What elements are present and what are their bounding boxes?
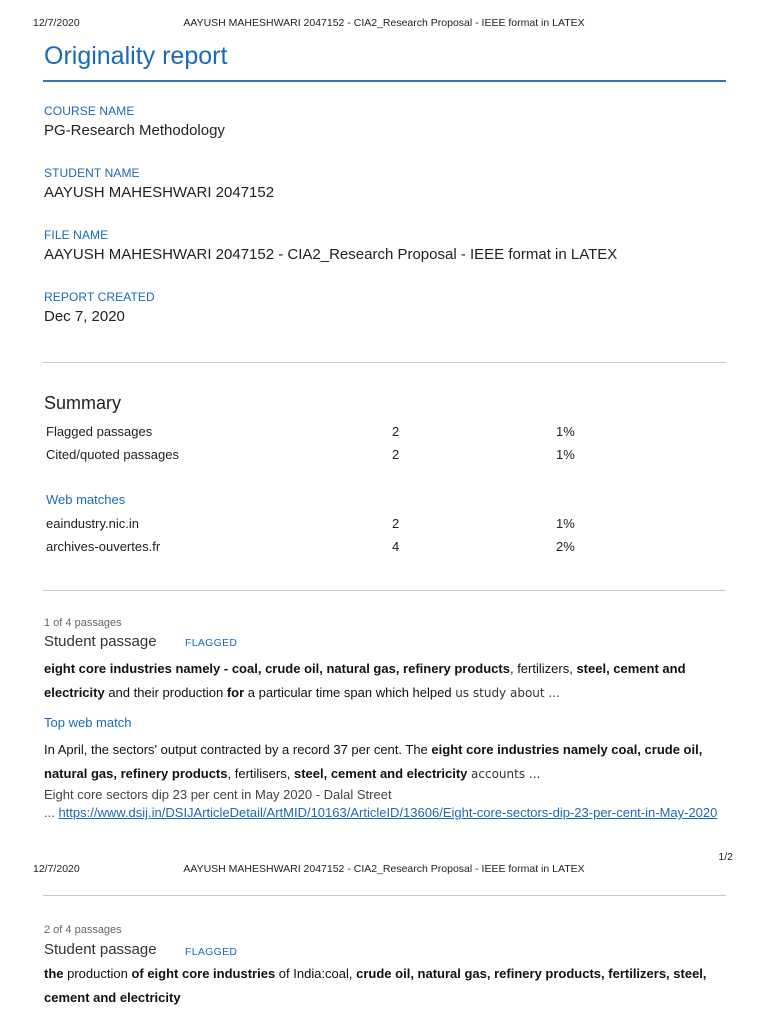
file-name-value: AAYUSH MAHESHWARI 2047152 - CIA2_Research Proposal - IEEE format in LATEX [44,246,618,263]
course-name-label: COURSE NAME [44,104,135,118]
web-matches-heading: Web matches [46,492,126,507]
student-name-value: AAYUSH MAHESHWARI 2047152 [44,184,275,201]
student-passage-heading: Student passage [44,941,157,958]
header-title: AAYUSH MAHESHWARI 2047152 - CIA2_Research Proposal - IEEE format in LATEX [183,17,585,29]
matched-text: steel, cement and electricity [293,766,468,781]
passage-count: 1 of 4 passages [44,617,122,629]
header-date: 12/7/2020 [33,17,80,29]
matched-text: of eight core industries [131,966,276,981]
report-created-label: REPORT CREATED [44,290,155,304]
source-prefix: ... [44,805,59,820]
match-text: accounts ... [471,767,541,781]
flagged-badge: FLAGGED [185,637,238,649]
section-divider [43,895,726,896]
passage-text: us study about ... [455,686,560,700]
summary-row-flagged [46,424,726,442]
passage-text: and their production [104,685,227,700]
match-text: , fertilisers, [227,766,294,781]
page-header [0,863,768,879]
passage-text: production [63,966,132,981]
web-match-row[interactable] [46,539,726,557]
top-web-match-heading: Top web match [44,715,132,730]
passage-text: , fertilizers, [509,661,577,676]
web-match-percent: 2% [556,539,575,554]
web-match-percent: 1% [556,516,575,531]
web-match-domain[interactable]: eaindustry.nic.in [46,516,139,531]
header-date: 12/7/2020 [33,863,80,875]
passage-text: a particular time span which helped [244,685,456,700]
header-title: AAYUSH MAHESHWARI 2047152 - CIA2_Research Proposal - IEEE format in LATEX [183,863,585,875]
course-name-value: PG-Research Methodology [44,122,225,139]
page-number: 1/2 [718,851,733,863]
match-text: In April, the sectors' output contracted by a record 37 per cent. The [44,742,432,757]
passage-text: of India:coal, [275,966,357,981]
summary-heading: Summary [44,393,122,413]
web-match-count: 2 [392,516,400,531]
matched-text: eight core industries namely - coal, crude oil, natural gas, refinery products [44,661,510,676]
section-divider [43,362,726,363]
file-name-label: FILE NAME [44,228,109,242]
student-passage-text [44,657,726,705]
report-created-value: Dec 7, 2020 [44,308,125,325]
page-title: Originality report [44,42,228,70]
summary-row-cited [46,447,726,465]
flagged-badge: FLAGGED [185,946,238,958]
summary-row-label: Cited/quoted passages [46,447,179,462]
source-link-line [44,805,726,821]
web-match-row[interactable] [46,516,726,534]
passage-count: 2 of 4 passages [44,924,122,936]
summary-row-label: Flagged passages [46,424,153,439]
matched-text: crude oil, natural gas, refinery products, fertilizers, steel, cement and electricity [44,966,707,1005]
web-match-count: 4 [392,539,400,554]
section-divider [43,590,726,591]
summary-row-percent: 1% [556,447,575,462]
summary-row-count: 2 [392,424,400,439]
title-divider [43,80,726,82]
summary-row-count: 2 [392,447,400,462]
matched-text: for [226,685,245,700]
student-passage-heading: Student passage [44,633,157,650]
matched-text: steel, cement and electricity [44,661,686,700]
matched-text: the [44,966,64,981]
page-header [0,17,768,33]
web-match-text [44,738,726,786]
summary-row-percent: 1% [556,424,575,439]
student-name-label: STUDENT NAME [44,166,140,180]
web-match-domain[interactable]: archives-ouvertes.fr [46,539,161,554]
matched-text: eight core industries namely coal, crude oil, natural gas, refinery products [44,742,703,781]
student-passage-text [44,962,726,1010]
source-url-link[interactable]: https://www.dsij.in/DSIJArticleDetail/ArtMID/10163/ArticleID/13606/Eight-core-sectors-dip-23-per-cent-in-May-2020 [58,805,718,820]
source-title: Eight core sectors dip 23 per cent in May 2020 - Dalal Street [44,787,392,802]
